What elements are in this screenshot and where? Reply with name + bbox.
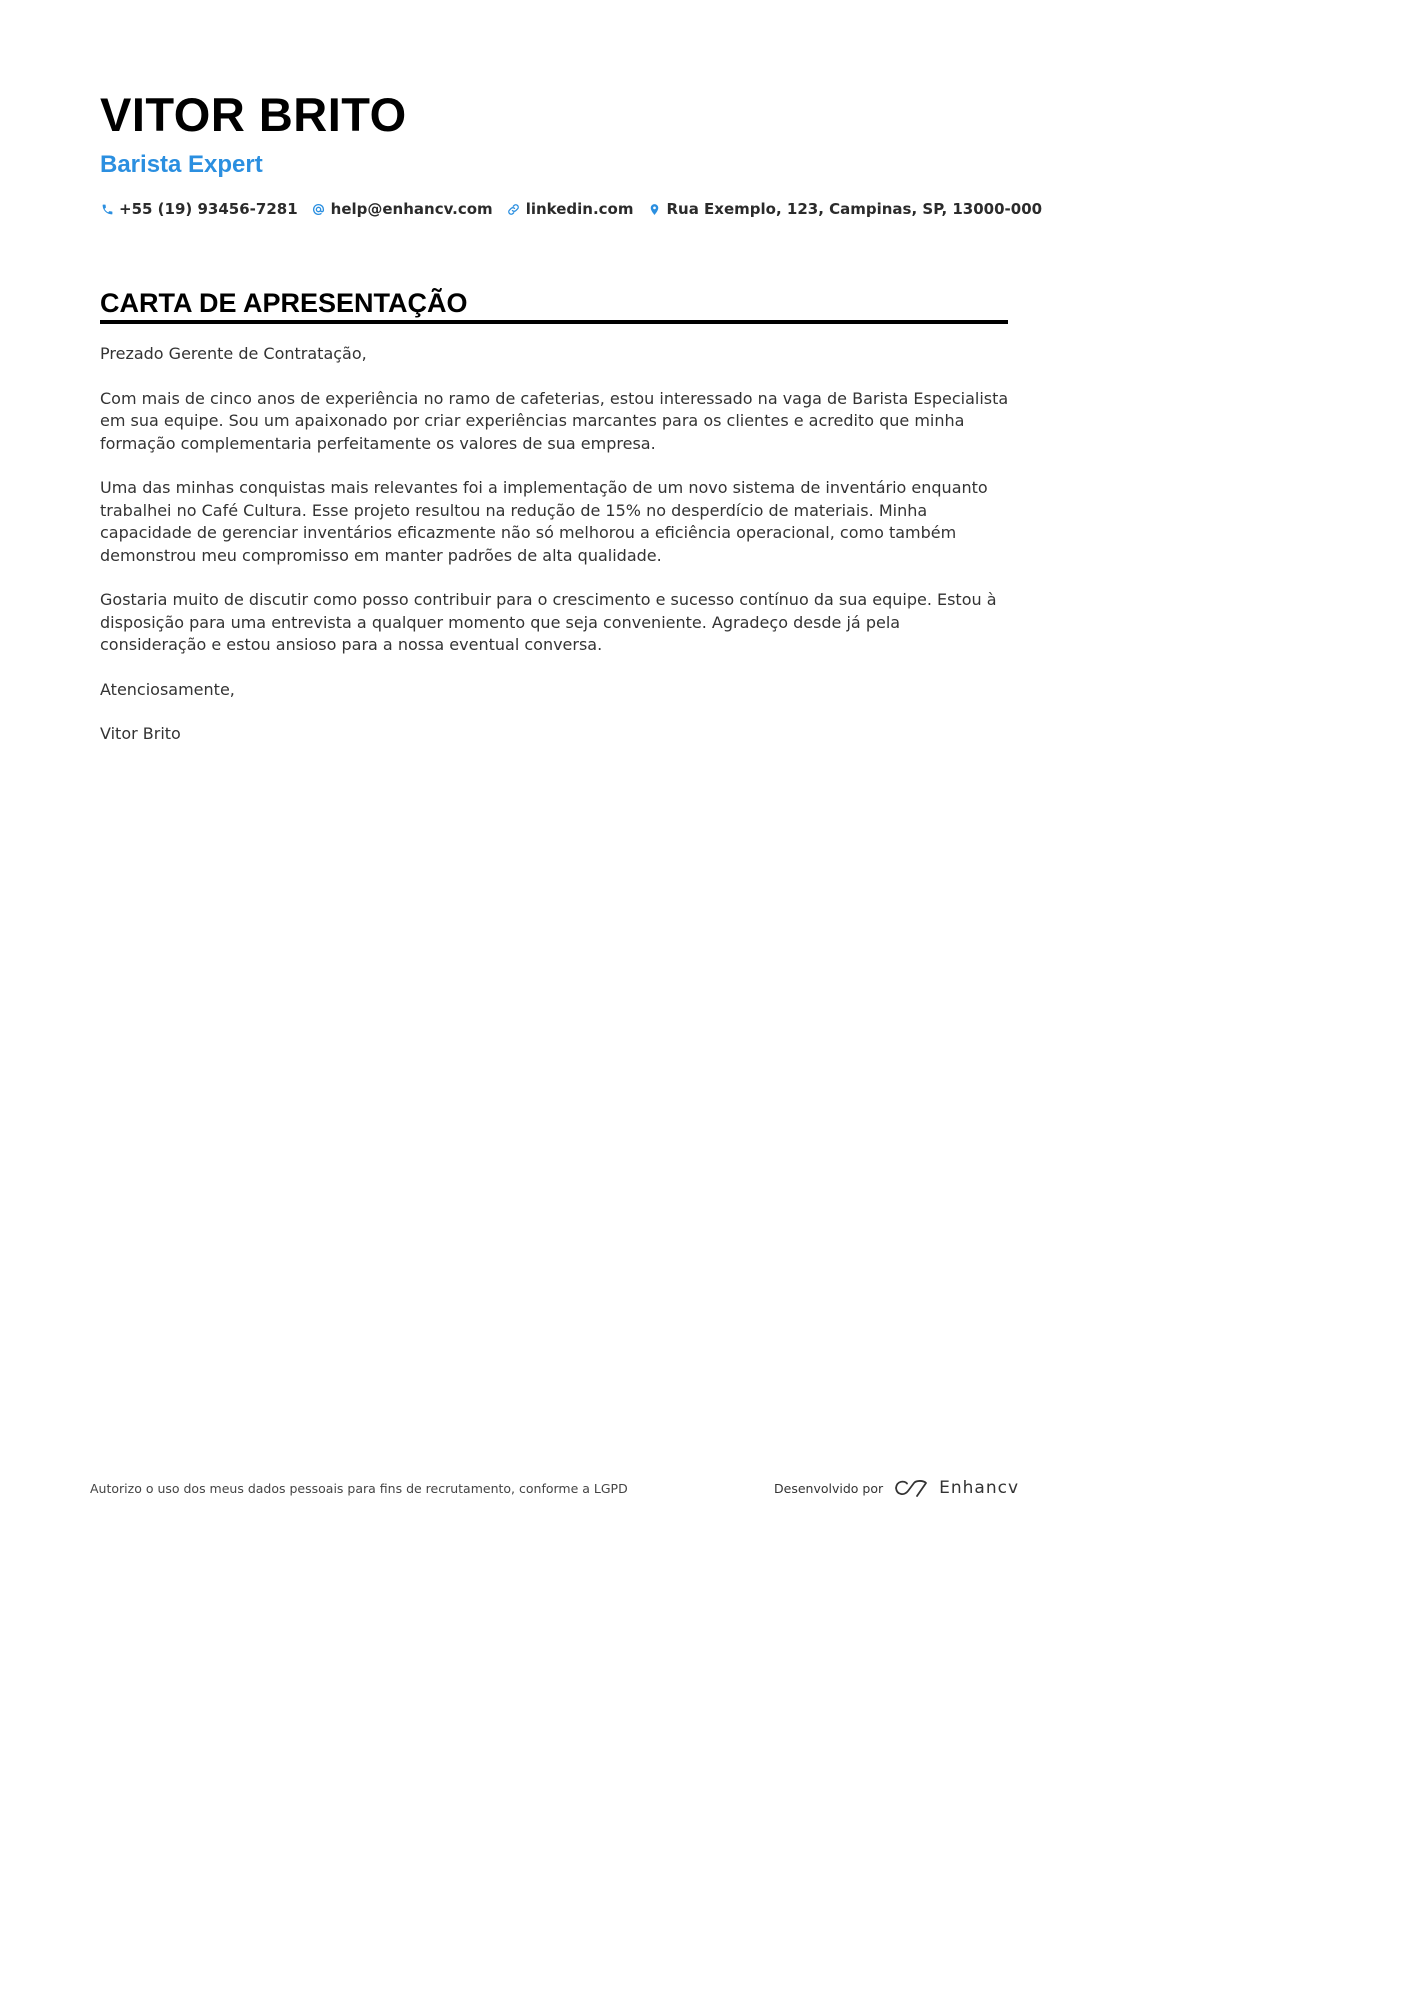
letter-paragraph: Uma das minhas conquistas mais relevantes foi a implementação de um novo sistema de inventário enquanto trabalhei no Café Cultura. Esse projeto resultou na redução de 15% no desperdício de materiais. Minha capacidade de gerenciar inventários eficazmente não só melhorou a eficiência operacional, como também demonstrou meu compromisso em manter padrões de alta qualidade.: [100, 478, 988, 565]
candidate-title: Barista Expert: [100, 151, 263, 178]
contact-bar: [100, 198, 1056, 220]
built-by-label: Desenvolvido por: [774, 1480, 884, 1496]
contact-email: [312, 200, 493, 218]
section-title: CARTA DE APRESENTAÇÃO: [100, 288, 468, 318]
contact-linkedin: [507, 200, 634, 218]
section-divider: [100, 320, 1008, 324]
footer-consent: Autorizo o uso dos meus dados pessoais para fins de recrutamento, conforme a LGPD: [90, 1481, 628, 1496]
letter-paragraph: Com mais de cinco anos de experiência no ramo de cafeterias, estou interessado na vaga de Barista Especialista em sua equipe. Sou um apaixonado por criar experiências marcantes para os clientes e acredito que minha formação complementaria perfeitamente os valores de sua empresa.: [100, 388, 1009, 453]
at-icon: [312, 202, 326, 216]
contact-email-text[interactable]: help@enhancv.com: [330, 200, 493, 218]
letter-paragraph: Gostaria muito de discutir como posso contribuir para o crescimento e sucesso contínuo da sua equipe. Estou à disposição para uma entrevista a qualquer momento que seja conveniente. Agradeço desde já pela consideração e estou ansioso para a nossa eventual conversa.: [100, 590, 997, 654]
letter-body: [100, 343, 1010, 768]
location-pin-icon: [647, 202, 661, 216]
link-icon: [507, 202, 521, 216]
contact-phone: [100, 200, 298, 218]
candidate-name: VITOR BRITO: [100, 88, 407, 141]
letter-closing: Atenciosamente,: [100, 679, 235, 699]
letter-signature: Vitor Brito: [100, 724, 181, 743]
contact-phone-text[interactable]: +55 (19) 93456-7281: [119, 200, 298, 218]
brand-name: Enhancv: [939, 1478, 1019, 1498]
contact-address-text: Rua Exemplo, 123, Campinas, SP, 13000-000: [666, 200, 1043, 218]
letter-salutation: Prezado Gerente de Contratação,: [100, 344, 367, 363]
phone-icon: [100, 202, 114, 216]
contact-address: [647, 200, 1042, 218]
footer-brand[interactable]: [774, 1474, 1019, 1502]
contact-linkedin-text[interactable]: linkedin.com: [525, 200, 634, 218]
enhancv-logo-icon: [893, 1477, 929, 1499]
